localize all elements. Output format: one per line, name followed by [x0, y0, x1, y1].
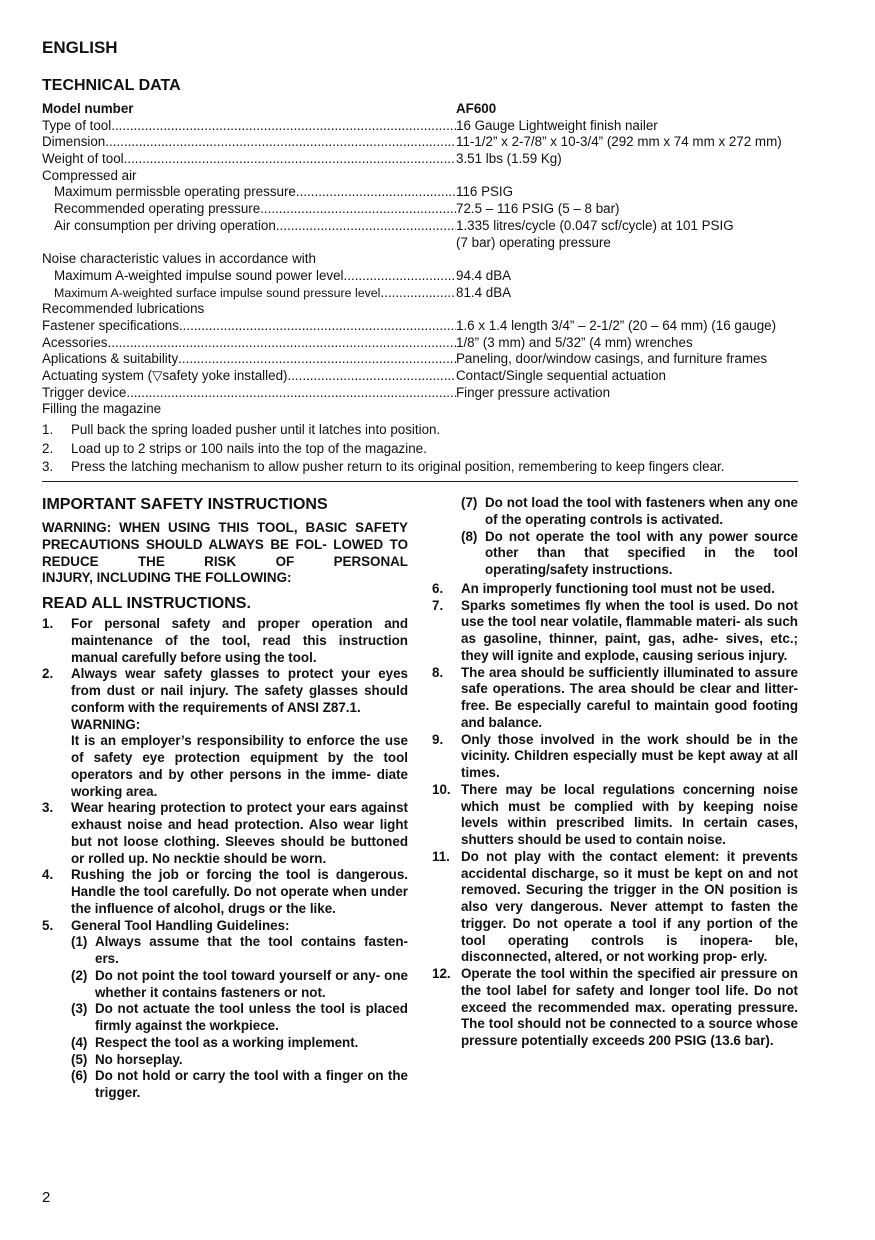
read-all-heading: READ ALL INSTRUCTIONS. — [42, 595, 251, 612]
item-text: Rushing the job or forcing the tool is dangerous. Handle the tool carefully. Do not operate when under the influence of alcohol, drugs or the like. — [71, 867, 408, 916]
spec-value: Paneling, door/window casings, and furniture frames — [456, 351, 768, 367]
guideline-number: (5) — [71, 1051, 88, 1067]
spec-label: Actuating system (▽safety yoke installed) — [42, 368, 288, 383]
spec-row-max-pressure — [42, 184, 802, 201]
item-number: 1. — [42, 616, 54, 631]
guideline-text: Do not operate the tool with any power source other than that specified in the tool operating/safety instructions. — [485, 528, 798, 577]
step-text: Load up to 2 strips or 100 nails into the top of the magazine. — [71, 440, 427, 456]
guideline-item — [71, 1052, 408, 1069]
item-number: 11. — [432, 848, 450, 864]
spec-value — [456, 301, 802, 318]
item-number: 8. — [432, 664, 444, 680]
safety-heading: IMPORTANT SAFETY INSTRUCTIONS — [42, 496, 328, 513]
step-number: 1. — [42, 422, 54, 437]
guidelines-list-continued — [461, 495, 798, 579]
spec-row-recommended-pressure — [42, 201, 802, 218]
spec-value: AF600 — [456, 101, 497, 116]
guideline-number: (3) — [71, 1001, 88, 1017]
item-body — [71, 666, 408, 800]
item-text: Wear hearing protection to protect your ears against exhaust noise and head protection. Also wear light but not loose clothing. Sleeves should be buttoned or rolled up. No necktie should be worn. — [71, 800, 408, 866]
spec-value: 116 PSIG — [456, 184, 514, 200]
spec-row-trigger-device — [42, 385, 802, 402]
spec-value — [456, 251, 802, 268]
safety-column-left — [42, 495, 408, 1102]
safety-item — [42, 616, 408, 666]
page-number: 2 — [42, 1189, 51, 1206]
list-item — [42, 458, 802, 477]
spec-label: Recommended operating pressure — [54, 201, 261, 217]
item-text: There may be local regulations concerning noise which must be complied with by keeping noise levels within prescribed limits. In certain cases, shutters should be used to contain noise. — [461, 781, 798, 847]
item-text: Only those involved in the work should be in the vicinity. Children especially must be kept away at all times. — [461, 731, 798, 780]
item-number: 6. — [432, 580, 444, 596]
item-warning-text: It is an employer’s responsibility to enforce the use of safety eye protection equipment by the tool operators and by other persons in the imme- diate working area. — [71, 733, 408, 799]
item-text: An improperly functioning tool must not be used. — [461, 580, 775, 596]
spec-row-fastener — [42, 318, 802, 335]
spec-label: Fastener specifications — [42, 317, 179, 333]
guideline-item — [71, 1068, 408, 1102]
safety-item — [432, 665, 798, 732]
spec-value: 72.5 – 116 PSIG (5 – 8 bar) — [456, 201, 620, 217]
spec-value: 81.4 dBA — [456, 284, 512, 300]
spec-row-applications — [42, 351, 802, 368]
safety-item — [432, 732, 798, 782]
spec-label: Maximum A-weighted surface impulse sound pressure level — [54, 285, 381, 300]
safety-item — [432, 581, 798, 598]
item-text: General Tool Handling Guidelines: — [71, 917, 290, 933]
spec-value: 1.6 x 1.4 length 3/4” – 2-1/2” (20 – 64 mm) (16 gauge) — [456, 317, 777, 333]
step-text: Press the latching mechanism to allow pusher return to its original position, remembering to keep fingers clear. — [71, 459, 725, 475]
spec-label: Air consumption per driving operation — [54, 217, 276, 233]
spec-label: Maximum A-weighted impulse sound power level — [54, 267, 344, 283]
technical-data-heading: TECHNICAL DATA — [42, 77, 181, 94]
item-number: 5. — [42, 917, 54, 933]
spec-value: 1/8” (3 mm) and 5/32” (4 mm) wrenches — [456, 334, 693, 350]
warning-text: WARNING: WHEN USING THIS TOOL, BASIC SAFETY PRECAUTIONS SHOULD ALWAYS BE FOL- LOWED TO REDUCE THE RISK OF PERSONAL — [42, 520, 408, 569]
item-number: 3. — [42, 800, 54, 816]
spec-label: Noise characteristic values in accordance with — [42, 251, 316, 267]
item-text: Operate the tool within the specified air pressure on the tool label for safety and longer tool life. Do not exceed the recommended max. operating pressure. The tool should not be connected to a source whose pressure potentially exceeds 200 PSIG (13.6 bar). — [461, 966, 798, 1048]
safety-item — [42, 918, 408, 935]
safety-item — [432, 782, 798, 849]
spec-value: (7 bar) operating pressure — [456, 234, 611, 250]
item-number: 2. — [42, 666, 54, 682]
step-number: 3. — [42, 459, 54, 475]
safety-item — [432, 598, 798, 665]
safety-item — [432, 849, 798, 966]
spec-row-filling-magazine — [42, 401, 802, 418]
step-text: Pull back the spring loaded pusher until it latches into position. — [71, 422, 441, 437]
spec-row-sound-power — [42, 268, 802, 285]
safety-item — [42, 800, 408, 867]
warning-text-last: INJURY, INCLUDING THE FOLLOWING: — [42, 570, 292, 586]
guideline-item — [71, 934, 408, 968]
spec-row-actuating-system — [42, 368, 802, 385]
spec-row-compressed-air — [42, 168, 802, 185]
spec-label: Maximum permissble operating pressure — [54, 184, 296, 200]
safety-item — [42, 666, 408, 800]
safety-item — [432, 966, 798, 1050]
item-text: For personal safety and proper operation and maintenance of the tool, read this instruction manual carefully before using the tool. — [71, 616, 408, 665]
safety-column-right — [432, 495, 798, 1050]
guideline-item — [461, 495, 798, 529]
spec-value: 94.4 dBA — [456, 267, 512, 283]
spec-row-accessories — [42, 335, 802, 352]
guideline-item — [71, 1001, 408, 1035]
spec-value: 1.335 litres/cycle (0.047 scf/cycle) at 101 PSIG — [456, 217, 734, 233]
step-number: 2. — [42, 440, 54, 456]
item-text: The area should be sufficiently illuminated to assure safe operations. The area should be clear and litter-free. Be especially careful to maintain good footing and balance. — [461, 664, 798, 730]
guideline-text: Always assume that the tool contains fasten- ers. — [95, 934, 408, 966]
spec-value: Contact/Single sequential actuation — [456, 368, 666, 383]
spec-label: Weight of tool — [42, 151, 124, 167]
spec-label: Trigger device — [42, 384, 127, 400]
list-item — [42, 421, 802, 440]
item-number: 12. — [432, 966, 451, 981]
spec-row-dimension — [42, 134, 802, 151]
guideline-item — [71, 968, 408, 1002]
spec-row-noise-heading — [42, 251, 802, 268]
spec-row-lubrications — [42, 301, 802, 318]
item-text: Do not play with the contact element: it prevents accidental discharge, so it must be kept on and not removed. Securing the trigger in the ON position is also very dangerous. Never attempt to fasten the trigger. Do not operate a tool if any portion of the tool operating controls is inopera- ble, disconnected, altered, or not working prop- erly. — [461, 848, 798, 965]
guidelines-list — [71, 934, 408, 1102]
spec-value — [456, 401, 802, 418]
spec-value — [456, 168, 802, 185]
guideline-number: (7) — [461, 495, 478, 510]
spec-row-sound-pressure — [42, 285, 802, 302]
spec-label: Model number — [42, 101, 134, 116]
technical-data-table — [42, 101, 802, 418]
magazine-steps — [42, 421, 802, 477]
guideline-number: (6) — [71, 1068, 88, 1084]
item-warning-label: WARNING: — [71, 716, 141, 732]
guideline-text: Do not point the tool toward yourself or any- one whether it contains fasteners or not. — [95, 967, 408, 1000]
guideline-number: (1) — [71, 934, 88, 950]
spec-label: Filling the magazine — [42, 401, 162, 417]
item-number: 4. — [42, 867, 54, 883]
spec-row-type-of-tool — [42, 118, 802, 135]
spec-label: Aplications & suitability — [42, 351, 179, 367]
safety-item — [42, 867, 408, 917]
item-number: 9. — [432, 731, 444, 747]
guideline-text: Do not actuate the tool unless the tool is placed firmly against the workpiece. — [95, 1001, 408, 1033]
spec-value: Finger pressure activation — [456, 384, 611, 400]
spec-label: Compressed air — [42, 167, 137, 183]
safety-warning — [42, 520, 408, 587]
guideline-item — [71, 1035, 408, 1052]
spec-label: Type of tool — [42, 117, 112, 133]
guideline-item — [461, 529, 798, 579]
spec-row-air-consumption — [42, 218, 802, 235]
list-item — [42, 440, 802, 459]
spec-label: Acessories — [42, 334, 108, 350]
item-text: Always wear safety glasses to protect your eyes from dust or nail injury. The safety glasses should conform with the requirements of ANSI Z87.1. — [71, 666, 408, 715]
spec-value: 3.51 lbs (1.59 Kg) — [456, 151, 562, 167]
item-number: 10. — [432, 781, 451, 797]
guideline-number: (4) — [71, 1034, 88, 1050]
spec-row-air-consumption-cont — [42, 235, 802, 252]
item-text: Sparks sometimes fly when the tool is used. Do not use the tool near volatile, flammable materi- als such as gasoline, thinner, paint, gas, adhe- sives, etc.; they will ignite and explode, causing serious injury. — [461, 597, 798, 663]
spec-value: 16 Gauge Lightweight finish nailer — [456, 117, 658, 133]
spec-row-model-number — [42, 101, 802, 118]
guideline-number: (8) — [461, 528, 478, 544]
spec-row-weight — [42, 151, 802, 168]
spec-value: 11-1/2” x 2-7/8” x 10-3/4” (292 mm x 74 mm x 272 mm) — [456, 134, 782, 150]
item-number: 7. — [432, 597, 444, 613]
guideline-number: (2) — [71, 967, 88, 983]
guideline-text: Do not load the tool with fasteners when any one of the operating controls is activated. — [485, 495, 798, 527]
spec-label: Dimension — [42, 134, 106, 150]
spec-label: Recommended lubrications — [42, 301, 205, 317]
guideline-text: Respect the tool as a working implement. — [95, 1034, 359, 1050]
guideline-text: Do not hold or carry the tool with a finger on the trigger. — [95, 1068, 408, 1100]
guideline-text: No horseplay. — [95, 1051, 183, 1067]
language-heading: ENGLISH — [42, 38, 118, 57]
section-divider — [42, 481, 798, 482]
